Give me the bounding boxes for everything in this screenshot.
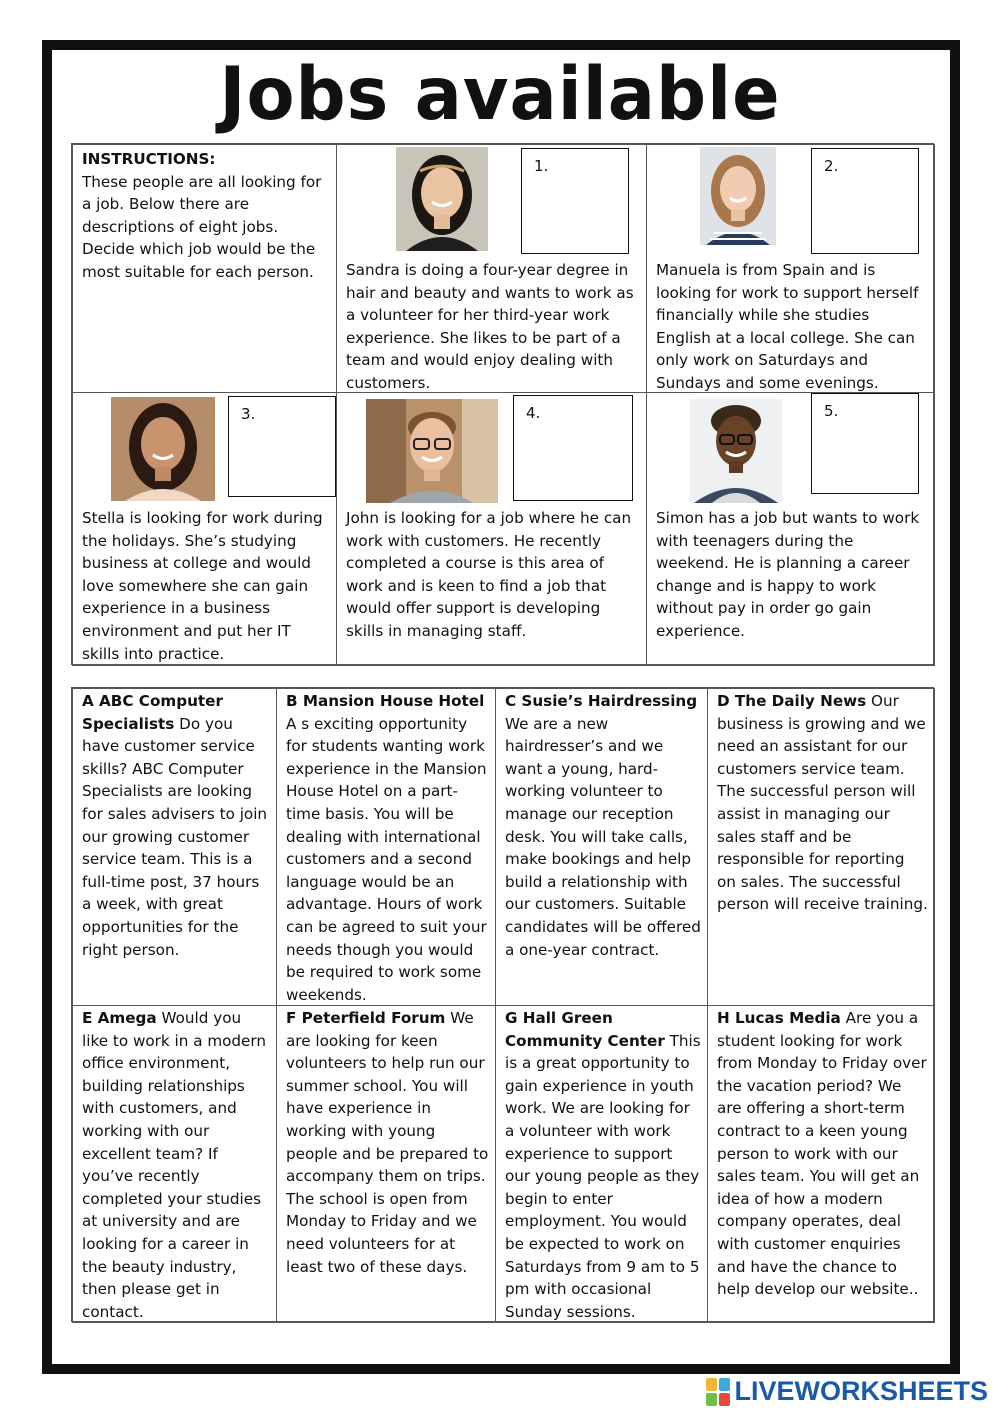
job-description: Do you have customer service skills? ABC Computer Specialists are looking for sales advisers to join our growing customer service team. This is a full-time post, 37 hours a week, with great opportunities for the right person. <box>82 714 268 959</box>
jobs-table <box>71 687 934 1322</box>
answer-box-4[interactable] <box>513 395 633 501</box>
person-description: Stella is looking for work during the holidays. She’s studying business at college and would love somewhere she can gain experience in a business environment and put her IT skills into practice. <box>82 509 323 663</box>
page-title: Jobs available <box>219 50 781 138</box>
answer-number: 2. <box>824 157 839 175</box>
sandra-photo <box>396 147 488 251</box>
answer-number: 4. <box>526 404 541 422</box>
job-title: E Amega <box>82 1009 157 1027</box>
job-ad-c <box>495 688 708 1006</box>
person-card <box>646 144 935 393</box>
person-card <box>646 392 935 666</box>
job-description: This is a great opportunity to gain experience in youth work. We are looking for a volunteer with work experience to support our young people as they begin to enter employment. You would be expected to work on Saturdays from 9 am to 5 pm with occasional Sunday sessions. <box>505 1031 701 1321</box>
job-description: Are you a student looking for work from Monday to Friday over the vacation period? We are offering a short-term contract to a keen young person to work with our sales team. You will get an idea of how a modern company operates, deal with customer enquiries and have the chance to help develop our website.. <box>717 1009 927 1299</box>
answer-box-5[interactable] <box>811 393 919 494</box>
job-ad-e <box>72 1005 277 1323</box>
job-ad-h <box>707 1005 935 1323</box>
liveworksheets-logo-icon <box>706 1378 730 1406</box>
job-description: Would you like to work in a modern office environment, building relationships with customers, and working with our excellent team? If you’ve recently completed your studies at university and are looking for a career in the beauty industry, then please get in contact. <box>82 1009 266 1321</box>
answer-box-3[interactable] <box>228 396 336 497</box>
answer-number: 1. <box>534 157 549 175</box>
job-description: We are looking for keen volunteers to help run our summer school. You will have experience in working with young people and be prepared to accompany them on trips. The school is open from Monday to Friday and we need volunteers for at least two of these days. <box>286 1009 489 1276</box>
job-description: A s exciting opportunity for students wanting work experience in the Mansion House Hotel on a part-time basis. You will be dealing with international customers and a second language would be an advantage. Hours of work can be agreed to suit your needs though you would be required to work some weekends. <box>286 714 487 1004</box>
job-description: We are a new hairdresser’s and we want a young, hard-working volunteer to manage our reception desk. You will take calls, make bookings and help build a relationship with our customers. Suitable candidates will be offered a one-year contract. <box>505 714 701 959</box>
job-title: A ABC Computer Specialists <box>82 692 223 733</box>
answer-number: 5. <box>824 402 839 420</box>
person-description: Manuela is from Spain and is looking for work to support herself financially while she studies English at a local college. She can only work on Saturdays and Sundays and some evenings. <box>656 261 919 392</box>
job-ad-d <box>707 688 935 1006</box>
person-card <box>72 392 337 666</box>
job-title: F Peterfield Forum <box>286 1009 446 1027</box>
job-ad-b <box>276 688 496 1006</box>
job-ad-f <box>276 1005 496 1323</box>
answer-box-2[interactable] <box>811 148 919 254</box>
simon-photo <box>690 399 782 503</box>
instructions-text: These people are all looking for a job. Below there are descriptions of eight jobs. Decide which job would be the most suitable for each person. <box>82 172 322 281</box>
john-photo <box>366 399 498 503</box>
job-ad-g <box>495 1005 708 1323</box>
person-description: Simon has a job but wants to work with teenagers during the weekend. He is planning a career change and is happy to work without pay in order go gain experience. <box>656 509 920 640</box>
job-description: Our business is growing and we need an assistant for our customers service team. The successful person will assist in managing our sales staff and be responsible for reporting on sales. The successful person will receive training. <box>717 692 928 914</box>
people-table <box>71 143 934 665</box>
job-title: B Mansion House Hotel <box>286 692 485 710</box>
job-title: G Hall Green Community Center <box>505 1009 665 1050</box>
answer-box-1[interactable] <box>521 148 629 254</box>
brand-name: LIVEWORKSHEETS <box>734 1376 988 1406</box>
job-title: D The Daily News <box>717 692 867 710</box>
job-title: H Lucas Media <box>717 1009 841 1027</box>
manuela-photo <box>700 147 776 245</box>
person-description: Sandra is doing a four-year degree in hair and beauty and wants to work as a volunteer for her third-year work experience. She likes to be part of a team and would enjoy dealing with customers. <box>346 261 634 392</box>
job-title: C Susie’s Hairdressing <box>505 692 698 710</box>
liveworksheets-footer[interactable] <box>706 1376 988 1407</box>
instructions-heading: INSTRUCTIONS: <box>82 150 216 168</box>
answer-number: 3. <box>241 405 256 423</box>
person-card <box>336 392 647 666</box>
stella-photo <box>111 397 215 501</box>
person-card <box>336 144 647 393</box>
job-ad-a <box>72 688 277 1006</box>
instructions-cell <box>72 144 337 393</box>
person-description: John is looking for a job where he can work with customers. He recently completed a course is this area of work and is keen to find a job that would offer support is developing skills in managing staff. <box>346 509 632 640</box>
